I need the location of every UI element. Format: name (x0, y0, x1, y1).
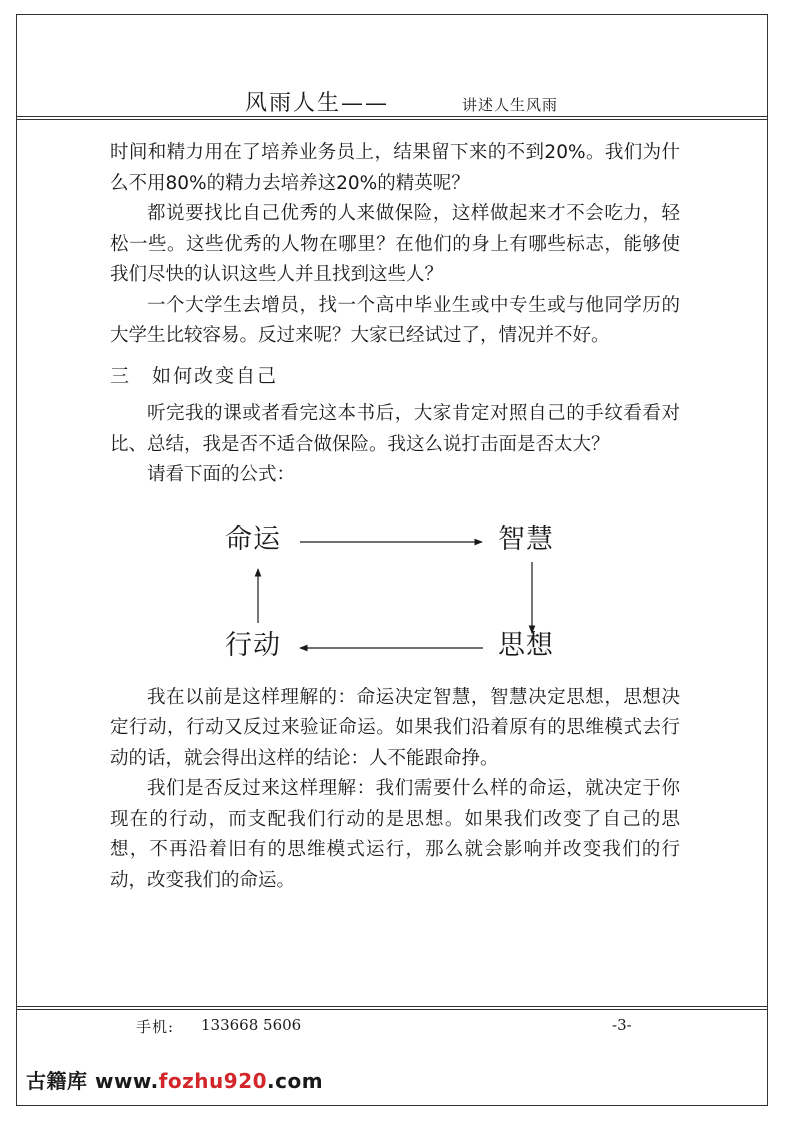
page-number: -3- (612, 1016, 632, 1034)
header-subtitle: 讲述人生风雨 (462, 96, 559, 114)
paragraph-7: 我们是否反过来这样理解：我们需要什么样的命运，就决定于你现在的行动，而支配我们行动的是思想。如果我们改变了自己的思想，不再沿着旧有的思维模式运行，那么就会影响并改变我们的行动，改变我们的命运。 (110, 778, 680, 891)
paragraph-4: 听完我的课或者看完这本书后，大家肯定对照自己的手纹看看对比、总结，我是否不适合做保险。我这么说打击面是否太大？ (110, 403, 680, 455)
node-action: 行动 (225, 629, 281, 661)
phone-label: 手机: (136, 1018, 175, 1036)
body-text (110, 138, 680, 896)
watermark-suffix: .com (267, 1069, 324, 1093)
phone-number: 133668 5606 (201, 1016, 302, 1034)
header-rule-top (16, 116, 768, 117)
watermark-highlight: fozhu920 (158, 1069, 268, 1093)
node-wisdom: 智慧 (498, 523, 554, 555)
paragraph-6: 我在以前是这样理解的：命运决定智慧，智慧决定思想，思想决定行动，行动又反过来验证命运。如果我们沿着原有的思维模式去行动的话，就会得出这样的结论：人不能跟命挣。 (110, 686, 680, 769)
header-title: 风雨人生—— (245, 91, 390, 116)
paragraph-1: 时间和精力用在了培养业务员上，结果留下来的不到20%。我们为什么不用80%的精力去培养这20%的精英呢？ (110, 142, 680, 194)
node-thought: 思想 (498, 629, 554, 661)
header-rule-bottom (16, 119, 768, 120)
diagram-arrows (110, 495, 680, 681)
footer-rule-bottom (16, 1009, 768, 1010)
paragraph-3: 一个大学生去增员，找一个高中毕业生或中专生或与他同学历的大学生比较容易。反过来呢？大家已经试过了，情况并不好。 (110, 294, 680, 346)
section-heading: 三 如何改变自己 (110, 364, 279, 387)
footer-rule-top (16, 1006, 768, 1007)
site-watermark (26, 1065, 323, 1094)
formula-diagram (110, 495, 680, 681)
watermark-prefix: 古籍库 www. (26, 1069, 159, 1093)
paragraph-5: 请看下面的公式： (147, 464, 296, 485)
node-fate: 命运 (225, 523, 281, 555)
paragraph-2: 都说要找比自己优秀的人来做保险，这样做起来才不会吃力，轻松一些。这些优秀的人物在哪里？在他们的身上有哪些标志，能够使我们尽快的认识这些人并且找到这些人？ (110, 203, 680, 285)
